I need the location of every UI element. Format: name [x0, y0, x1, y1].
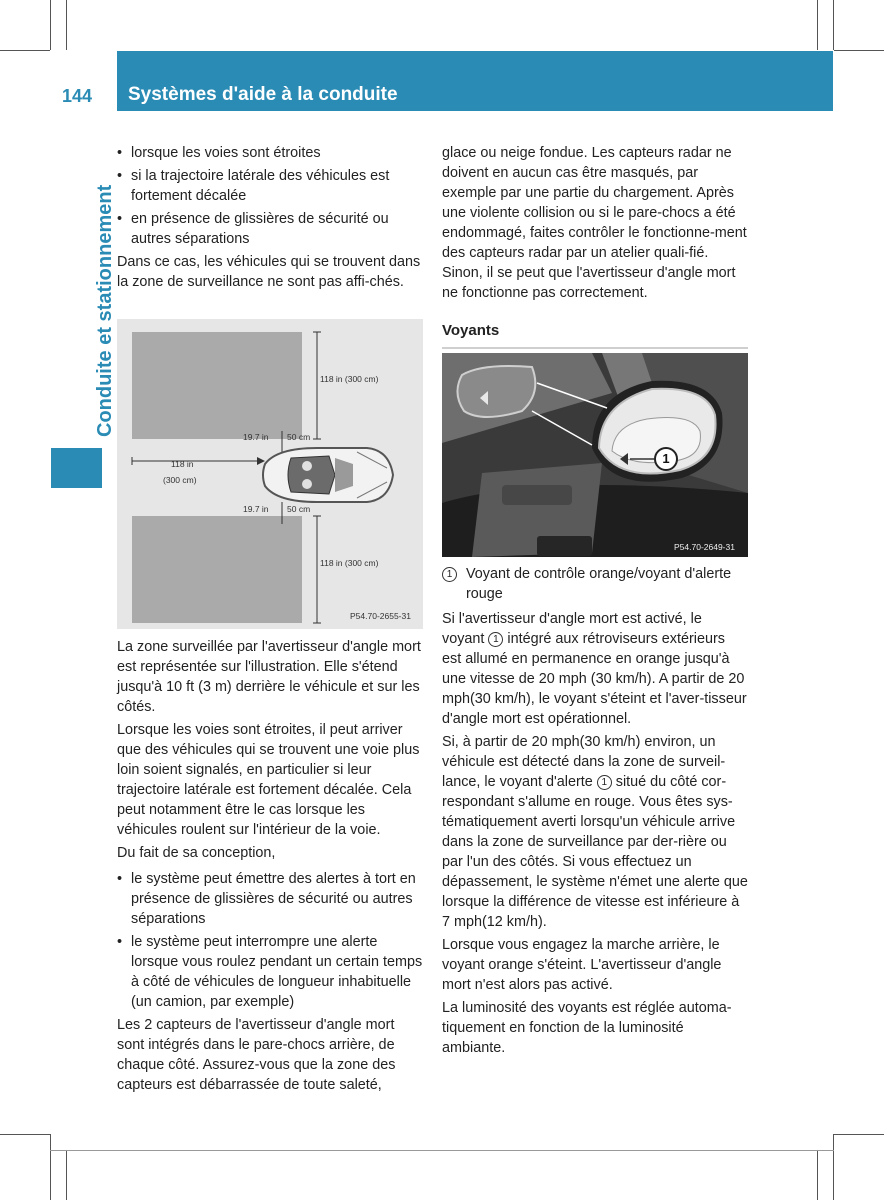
list-item: • lorsque les voies sont étroites	[117, 145, 321, 161]
paragraph: Dans ce cas, les véhicules qui se trouvent dans la zone de surveillance ne sont pas affi-chés.	[117, 254, 421, 290]
crop-mark	[66, 1150, 67, 1200]
list-item: • en présence de glissières de sécurité ou autres séparations	[117, 211, 389, 247]
page-title: Systèmes d'aide à la conduite	[128, 84, 398, 105]
mirror-illustration	[442, 353, 748, 557]
dim-label: 118 in (300 cm)	[320, 374, 379, 384]
list-item: • le système peut émettre des alertes à tort en présence de glissières de sécurité ou autres séparations	[117, 871, 416, 927]
crop-mark	[833, 0, 834, 50]
crop-mark	[834, 50, 884, 51]
callout-number: 1	[662, 451, 670, 466]
callout-marker: 1	[597, 775, 612, 790]
figure-id: P54.70-2649-31	[674, 542, 735, 552]
car-top-view	[257, 444, 397, 506]
mirror-photo-figure	[442, 353, 748, 557]
page-number: 144	[62, 86, 93, 106]
legend-text: Voyant de contrôle orange/voyant d'alerte rouge	[466, 566, 732, 602]
callout-marker: 1	[488, 632, 503, 647]
side-tab	[51, 448, 102, 488]
crop-mark	[817, 0, 818, 50]
crop-mark	[50, 0, 51, 50]
paragraph: Les 2 capteurs de l'avertisseur d'angle mort sont intégrés dans le pare-chocs arrière, de chaque côté. Assurez-vous que la zone des capteurs est débarrassée de toute saleté,	[117, 1017, 396, 1093]
crop-mark	[50, 1134, 51, 1200]
figure-id: P54.70-2655-31	[350, 611, 411, 621]
dim-label: 19.7 in	[243, 432, 269, 442]
crop-mark	[66, 0, 67, 50]
list-item: • si la trajectoire latérale des véhicules est fortement décalée	[117, 168, 390, 204]
right-column	[442, 143, 748, 306]
paragraph: La zone surveillée par l'avertisseur d'angle mort est représentée sur l'illustration. Elle s'étend jusqu'à 10 ft (3 m) derrière le véhicule et sur les côtés.	[117, 639, 421, 715]
left-column-lower	[117, 637, 423, 1098]
left-column	[117, 143, 423, 295]
blind-spot-zone-figure	[117, 319, 423, 629]
crop-mark	[833, 1134, 834, 1200]
paragraph: La luminosité des voyants est réglée automa-tiquement en fonction de la luminosité ambiante.	[442, 1000, 732, 1056]
dim-label: 50 cm	[287, 432, 311, 442]
paragraph: Si l'avertisseur d'angle mort est activé, le voyant 1 intégré aux rétroviseurs extérieurs est allumé en permanence en orange jusqu'à une vitesse de 20 mph (30 km/h). A partir de 20 mph(30 km/h), le voyant s'éteint et l'aver-tisseur d'angle mort est opérationnel.	[442, 611, 747, 727]
crop-mark	[0, 1134, 50, 1135]
crop-mark	[0, 50, 50, 51]
paragraph: glace ou neige fondue. Les capteurs radar ne doivent en aucun cas être masqués, par exemple par une partie du chargement. Après une violente collision ou si le pare-chocs a été endommagé, faites contrôler le fonctionne-ment des capteurs radar par un atelier quali-fié. Sinon, il se peut que l'avertisseur d'angle mort ne fonctionne pas correctement.	[442, 145, 747, 301]
section-heading: Voyants	[442, 321, 748, 349]
dim-label: 19.7 in	[243, 504, 269, 514]
paragraph: Lorsque vous engagez la marche arrière, le voyant orange s'éteint. L'avertisseur d'angle mort n'est alors pas activé.	[442, 937, 722, 993]
crop-mark	[834, 1134, 884, 1135]
crop-mark	[50, 1150, 834, 1151]
callout-marker: 1	[442, 567, 457, 582]
dim-label: 118 in (300 cm)	[320, 558, 379, 568]
voyants-section	[442, 321, 748, 349]
right-column-lower	[442, 564, 748, 1061]
list-item: • le système peut interrompre une alerte lorsque vous roulez pendant un certain temps à côté de véhicules de longueur inhabituelle (un camion, par exemple)	[117, 934, 423, 1010]
legend-item	[442, 564, 748, 604]
dim-label: 118 in	[171, 459, 194, 469]
paragraph: Du fait de sa conception,	[117, 845, 276, 861]
dim-label: 50 cm	[287, 504, 311, 514]
paragraph: Si, à partir de 20 mph(30 km/h) environ, un véhicule est détecté dans la zone de surveil-lance, le voyant d'alerte 1 situé du côté cor-respondant s'allume en rouge. Vous êtes sys-tématiquement averti lorsqu'un véhicule arrive dans la zone de surveillance par der-rière ou par l'un des côtés. Si vous effectuez un dépassement, le système n'émet une alerte que lorsque la différence de vitesse est inférieure à 7 mph(12 km/h).	[442, 734, 748, 930]
paragraph: Lorsque les voies sont étroites, il peut arriver que des véhicules qui se trouvent une voie plus loin soient signalés, en particulier si leur trajectoire latérale est fortement décalée. Cela peut notamment être le cas lorsque les véhicules roulent sur l'intérieur de la voie.	[117, 722, 420, 838]
dim-label: (300 cm)	[163, 475, 197, 485]
crop-mark	[817, 1150, 818, 1200]
section-side-label: Conduite et stationnement	[94, 184, 116, 437]
